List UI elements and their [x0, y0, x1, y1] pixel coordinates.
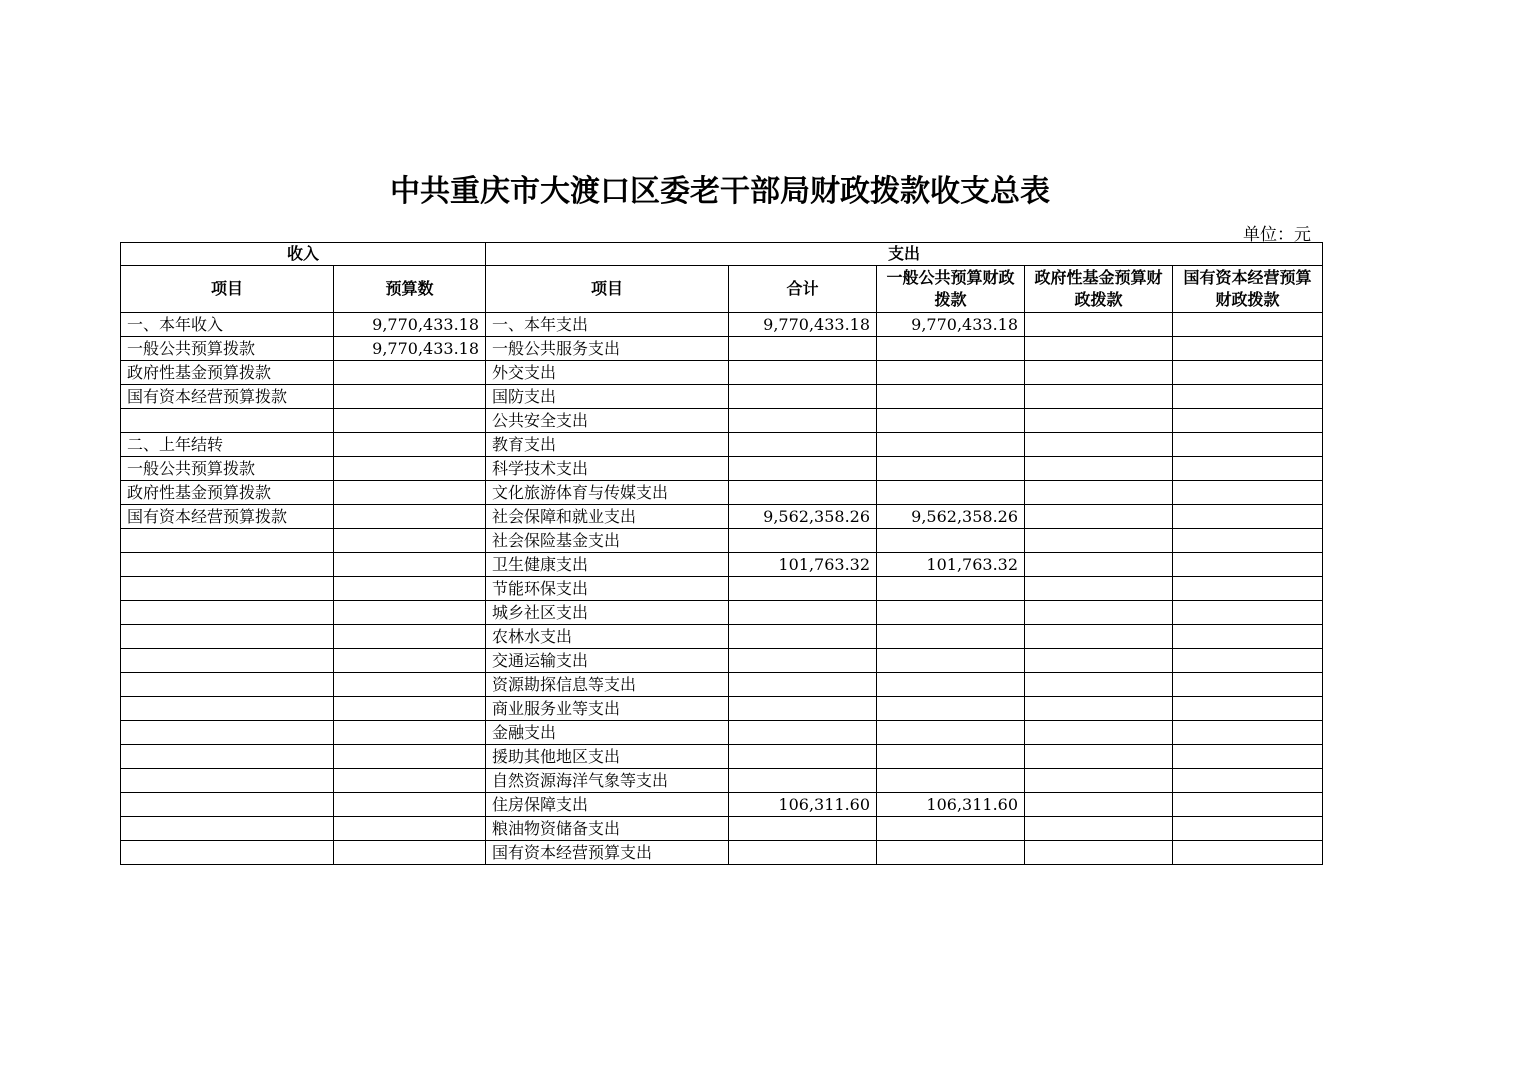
gov-fund-cell — [1025, 409, 1173, 433]
total-cell — [729, 841, 877, 865]
general-budget-cell: 9,562,358.26 — [877, 505, 1025, 529]
total-header: 合计 — [729, 266, 877, 313]
income-budget-cell — [334, 529, 486, 553]
gov-fund-cell — [1025, 505, 1173, 529]
expense-item-cell: 一般公共服务支出 — [486, 337, 729, 361]
total-cell — [729, 721, 877, 745]
gov-fund-cell — [1025, 529, 1173, 553]
table-row — [121, 649, 1323, 673]
income-item-cell: 政府性基金预算拨款 — [121, 361, 334, 385]
expense-item-cell: 一、本年支出 — [486, 313, 729, 337]
income-item-cell — [121, 553, 334, 577]
general-budget-cell — [877, 625, 1025, 649]
expense-item-cell: 商业服务业等支出 — [486, 697, 729, 721]
table-row — [121, 385, 1323, 409]
income-item-cell — [121, 817, 334, 841]
income-item-cell — [121, 529, 334, 553]
general-budget-cell — [877, 361, 1025, 385]
gov-fund-cell — [1025, 673, 1173, 697]
state-capital-cell — [1173, 841, 1323, 865]
income-budget-cell — [334, 745, 486, 769]
gov-fund-cell — [1025, 313, 1173, 337]
general-budget-cell — [877, 817, 1025, 841]
state-capital-cell — [1173, 337, 1323, 361]
table-row — [121, 793, 1323, 817]
income-item-cell: 二、上年结转 — [121, 433, 334, 457]
state-capital-header: 国有资本经营预算财政拨款 — [1173, 266, 1323, 313]
state-capital-cell — [1173, 745, 1323, 769]
table-row — [121, 745, 1323, 769]
total-cell: 106,311.60 — [729, 793, 877, 817]
total-cell — [729, 433, 877, 457]
gov-fund-cell — [1025, 721, 1173, 745]
gov-fund-cell — [1025, 337, 1173, 361]
state-capital-cell — [1173, 313, 1323, 337]
income-item-cell: 国有资本经营预算拨款 — [121, 505, 334, 529]
income-budget-cell — [334, 649, 486, 673]
total-cell: 9,770,433.18 — [729, 313, 877, 337]
table-row — [121, 481, 1323, 505]
column-header-row — [121, 266, 1323, 313]
state-capital-cell — [1173, 553, 1323, 577]
state-capital-cell — [1173, 649, 1323, 673]
income-budget-header: 预算数 — [334, 266, 486, 313]
gov-fund-cell — [1025, 361, 1173, 385]
general-budget-cell — [877, 385, 1025, 409]
total-cell: 101,763.32 — [729, 553, 877, 577]
expense-item-header: 项目 — [486, 266, 729, 313]
gov-fund-cell — [1025, 457, 1173, 481]
income-budget-cell — [334, 577, 486, 601]
table-row — [121, 721, 1323, 745]
table-row — [121, 625, 1323, 649]
income-item-cell: 政府性基金预算拨款 — [121, 481, 334, 505]
income-budget-cell — [334, 481, 486, 505]
state-capital-cell — [1173, 625, 1323, 649]
total-cell — [729, 361, 877, 385]
expense-item-cell: 社会保障和就业支出 — [486, 505, 729, 529]
state-capital-cell — [1173, 817, 1323, 841]
general-budget-cell — [877, 649, 1025, 673]
total-cell — [729, 745, 877, 769]
general-budget-cell — [877, 697, 1025, 721]
table-row — [121, 361, 1323, 385]
expense-item-cell: 卫生健康支出 — [486, 553, 729, 577]
income-budget-cell — [334, 361, 486, 385]
income-budget-cell — [334, 505, 486, 529]
gov-fund-cell — [1025, 745, 1173, 769]
income-budget-cell — [334, 409, 486, 433]
expense-item-cell: 外交支出 — [486, 361, 729, 385]
total-cell — [729, 385, 877, 409]
state-capital-cell — [1173, 697, 1323, 721]
general-budget-cell — [877, 673, 1025, 697]
state-capital-cell — [1173, 529, 1323, 553]
income-item-cell — [121, 577, 334, 601]
total-cell — [729, 697, 877, 721]
total-cell — [729, 769, 877, 793]
general-budget-cell — [877, 745, 1025, 769]
gov-fund-cell — [1025, 481, 1173, 505]
gov-fund-cell — [1025, 577, 1173, 601]
gov-fund-cell — [1025, 841, 1173, 865]
expense-item-cell: 公共安全支出 — [486, 409, 729, 433]
state-capital-cell — [1173, 385, 1323, 409]
income-item-cell — [121, 721, 334, 745]
expense-item-cell: 社会保险基金支出 — [486, 529, 729, 553]
general-budget-cell — [877, 481, 1025, 505]
total-cell — [729, 481, 877, 505]
table-row — [121, 313, 1323, 337]
expense-item-cell: 金融支出 — [486, 721, 729, 745]
expense-item-cell: 资源勘探信息等支出 — [486, 673, 729, 697]
state-capital-cell — [1173, 457, 1323, 481]
income-budget-cell: 9,770,433.18 — [334, 313, 486, 337]
income-budget-cell — [334, 793, 486, 817]
budget-table — [120, 242, 1323, 865]
expense-item-cell: 自然资源海洋气象等支出 — [486, 769, 729, 793]
state-capital-cell — [1173, 793, 1323, 817]
total-cell — [729, 529, 877, 553]
state-capital-cell — [1173, 673, 1323, 697]
expense-item-cell: 粮油物资储备支出 — [486, 817, 729, 841]
income-item-cell: 一般公共预算拨款 — [121, 337, 334, 361]
income-budget-cell — [334, 721, 486, 745]
total-cell — [729, 457, 877, 481]
income-item-cell — [121, 745, 334, 769]
gov-fund-header: 政府性基金预算财政拨款 — [1025, 266, 1173, 313]
state-capital-cell — [1173, 481, 1323, 505]
table-row — [121, 769, 1323, 793]
state-capital-cell — [1173, 433, 1323, 457]
general-budget-cell: 106,311.60 — [877, 793, 1025, 817]
total-cell — [729, 649, 877, 673]
total-cell — [729, 577, 877, 601]
table-row — [121, 601, 1323, 625]
general-budget-cell — [877, 529, 1025, 553]
total-cell — [729, 673, 877, 697]
income-budget-cell — [334, 625, 486, 649]
general-budget-cell: 9,770,433.18 — [877, 313, 1025, 337]
income-budget-cell — [334, 553, 486, 577]
table-row — [121, 577, 1323, 601]
state-capital-cell — [1173, 361, 1323, 385]
income-budget-cell — [334, 385, 486, 409]
gov-fund-cell — [1025, 625, 1173, 649]
expense-item-cell: 城乡社区支出 — [486, 601, 729, 625]
income-item-cell — [121, 793, 334, 817]
table-body — [121, 313, 1323, 865]
gov-fund-cell — [1025, 649, 1173, 673]
general-budget-cell — [877, 457, 1025, 481]
income-budget-cell — [334, 673, 486, 697]
income-budget-cell — [334, 769, 486, 793]
income-item-cell — [121, 673, 334, 697]
total-cell — [729, 409, 877, 433]
page-title: 中共重庆市大渡口区委老干部局财政拨款收支总表 — [390, 174, 1050, 209]
income-budget-cell — [334, 457, 486, 481]
income-item-cell — [121, 409, 334, 433]
expense-item-cell: 农林水支出 — [486, 625, 729, 649]
income-item-cell — [121, 769, 334, 793]
general-budget-cell: 101,763.32 — [877, 553, 1025, 577]
gov-fund-cell — [1025, 817, 1173, 841]
expense-item-cell: 交通运输支出 — [486, 649, 729, 673]
state-capital-cell — [1173, 721, 1323, 745]
general-budget-header: 一般公共预算财政拨款 — [877, 266, 1025, 313]
gov-fund-cell — [1025, 385, 1173, 409]
income-budget-cell — [334, 433, 486, 457]
state-capital-cell — [1173, 769, 1323, 793]
general-budget-cell — [877, 841, 1025, 865]
general-budget-cell — [877, 433, 1025, 457]
income-budget-cell — [334, 601, 486, 625]
gov-fund-cell — [1025, 433, 1173, 457]
gov-fund-cell — [1025, 793, 1173, 817]
income-item-cell: 一般公共预算拨款 — [121, 457, 334, 481]
general-budget-cell — [877, 769, 1025, 793]
total-cell — [729, 817, 877, 841]
table-row — [121, 433, 1323, 457]
general-budget-cell — [877, 409, 1025, 433]
expense-group-header: 支出 — [486, 243, 1323, 266]
total-cell — [729, 625, 877, 649]
group-header-row — [121, 243, 1323, 266]
expense-item-cell: 文化旅游体育与传媒支出 — [486, 481, 729, 505]
income-budget-cell — [334, 841, 486, 865]
state-capital-cell — [1173, 601, 1323, 625]
unit-label: 单位：元 — [1243, 225, 1311, 245]
expense-item-cell: 节能环保支出 — [486, 577, 729, 601]
income-group-header: 收入 — [121, 243, 486, 266]
total-cell — [729, 601, 877, 625]
income-item-header: 项目 — [121, 266, 334, 313]
gov-fund-cell — [1025, 601, 1173, 625]
gov-fund-cell — [1025, 697, 1173, 721]
income-item-cell — [121, 841, 334, 865]
income-item-cell — [121, 625, 334, 649]
state-capital-cell — [1173, 577, 1323, 601]
general-budget-cell — [877, 721, 1025, 745]
total-cell — [729, 337, 877, 361]
gov-fund-cell — [1025, 553, 1173, 577]
table-row — [121, 697, 1323, 721]
income-item-cell — [121, 601, 334, 625]
expense-item-cell: 援助其他地区支出 — [486, 745, 729, 769]
income-budget-cell: 9,770,433.18 — [334, 337, 486, 361]
table-row — [121, 673, 1323, 697]
table-row — [121, 841, 1323, 865]
expense-item-cell: 教育支出 — [486, 433, 729, 457]
table-row — [121, 457, 1323, 481]
gov-fund-cell — [1025, 769, 1173, 793]
expense-item-cell: 国有资本经营预算支出 — [486, 841, 729, 865]
income-budget-cell — [334, 817, 486, 841]
general-budget-cell — [877, 337, 1025, 361]
general-budget-cell — [877, 577, 1025, 601]
income-item-cell — [121, 697, 334, 721]
table-row — [121, 409, 1323, 433]
general-budget-cell — [877, 601, 1025, 625]
table-row — [121, 505, 1323, 529]
income-item-cell: 一、本年收入 — [121, 313, 334, 337]
state-capital-cell — [1173, 505, 1323, 529]
table-row — [121, 553, 1323, 577]
expense-item-cell: 科学技术支出 — [486, 457, 729, 481]
state-capital-cell — [1173, 409, 1323, 433]
income-budget-cell — [334, 697, 486, 721]
income-item-cell: 国有资本经营预算拨款 — [121, 385, 334, 409]
table-row — [121, 817, 1323, 841]
expense-item-cell: 国防支出 — [486, 385, 729, 409]
income-item-cell — [121, 649, 334, 673]
table-row — [121, 529, 1323, 553]
expense-item-cell: 住房保障支出 — [486, 793, 729, 817]
total-cell: 9,562,358.26 — [729, 505, 877, 529]
table-row — [121, 337, 1323, 361]
